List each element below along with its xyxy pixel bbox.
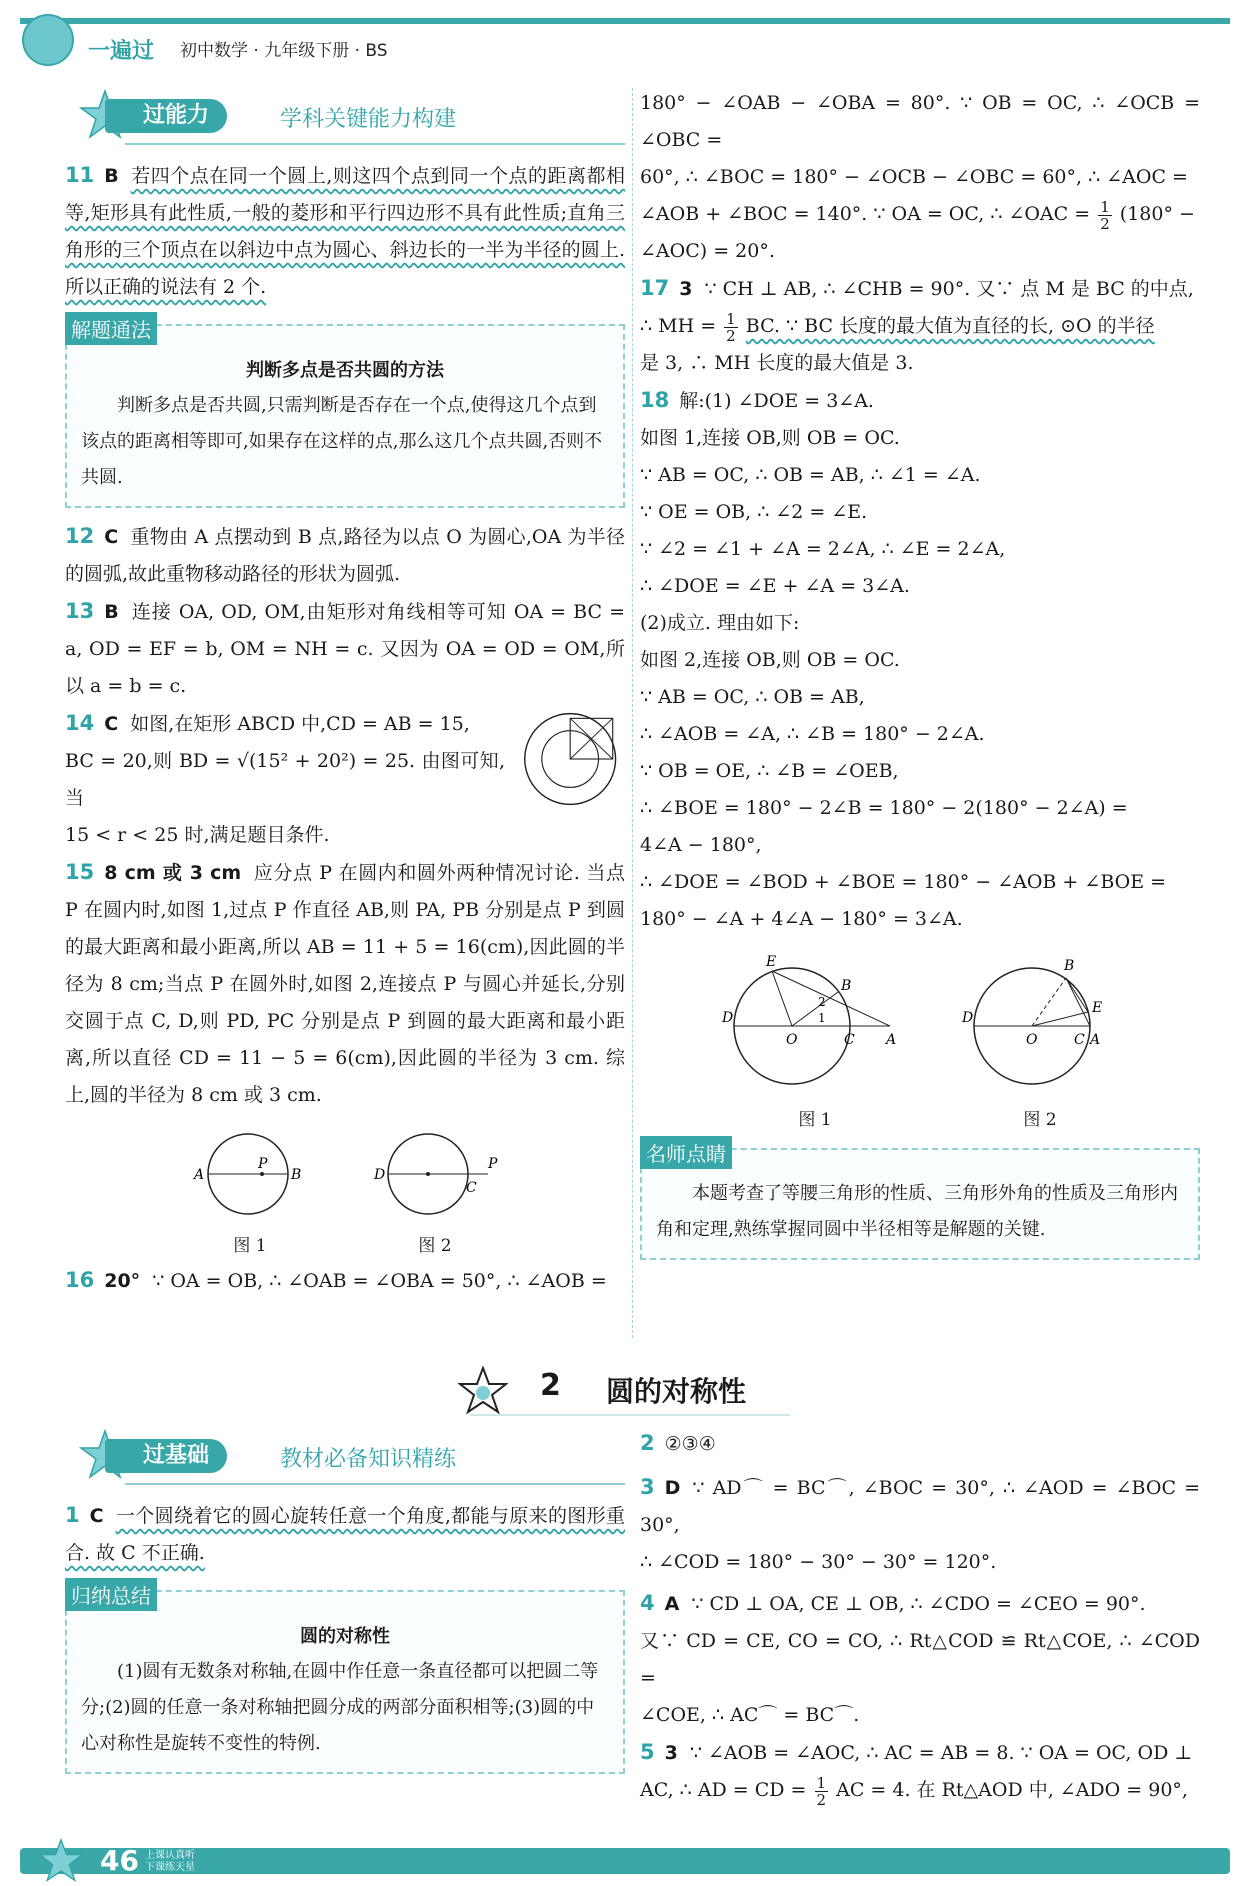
question-number: 2 bbox=[640, 1431, 655, 1455]
section-subtitle: 教材必备知识精练 bbox=[280, 1447, 457, 1472]
answer-4 bbox=[640, 1585, 1200, 1623]
solution-line: (2)成立. 理由如下: bbox=[640, 612, 800, 634]
question-number: 16 bbox=[65, 1268, 95, 1292]
answer-text: 应分点 P 在圆内和圆外两种情况讨论. 当点 P 在圆内时,如图 1,过点 P 作直径 AB,则 PA, PB 分别是点 P 到圆的最大距离和最小距离,所以 AB = 11 + 5 = 16(cm),因此圆的半径为 8 cm;当点 P 在圆外时,如图 2,连接点 P 与圆心并延长,分别交圆于点 C, D,则 PD, PC 分别是点 P 到圆的最大距离和最小距离,所以直径 CD = 11 − 5 = 6(cm),因此圆的半径为 3 cm. 综上,圆的半径为 8 cm 或 3 cm. bbox=[65, 862, 625, 1106]
page-footer bbox=[0, 1838, 1250, 1886]
question-number: 14 bbox=[65, 711, 95, 735]
fraction-half bbox=[815, 1775, 829, 1808]
box-text: 判断多点是否共圆,只需判断是否存在一个点,使得这几个点到该点的距离相等即可,如果存在这样的点,那么这几个点共圆,否则不共圆. bbox=[81, 395, 603, 488]
footer-bar bbox=[20, 1848, 1230, 1874]
answer-choice: B bbox=[104, 601, 119, 623]
answer-choice: ②③④ bbox=[664, 1433, 716, 1455]
right-column bbox=[640, 85, 1200, 1270]
box-text: (1)圆有无数条对称轴,在圆中作任意一条直径都可以把圆二等分;(2)圆的任意一条对称轴把圆分成的两部分面积相等;(3)圆的中心对称性是旋转不变性的特例. bbox=[81, 1661, 599, 1754]
answer-text: 连接 OA, OD, OM,由矩形对角线相等可知 OA = BC = a, OD = EF = b, OM = NH = c. 又因为 OA = OD = OM,所以 a = b = c. bbox=[65, 601, 625, 697]
section-subtitle: 学科关键能力构建 bbox=[280, 107, 457, 132]
method-box bbox=[65, 318, 625, 508]
star-badge-icon bbox=[458, 1366, 508, 1416]
footer-motto bbox=[145, 1850, 195, 1874]
mascot-icon bbox=[36, 1838, 86, 1884]
question-number: 4 bbox=[640, 1591, 655, 1615]
solution-line: ∴ ∠BOE = 180° − 2∠B = 180° − 2(180° − 2∠A) = bbox=[640, 797, 1128, 819]
chapter-title: 圆的对称性 bbox=[606, 1375, 747, 1408]
figure-caption: 图 1 bbox=[233, 1236, 267, 1256]
bottom-left-column bbox=[65, 1425, 625, 1784]
section-header-ability bbox=[65, 85, 625, 143]
mascot-icon bbox=[22, 14, 74, 66]
answer-choice: D bbox=[664, 1477, 681, 1499]
solution-line: 解:(1) ∠DOE = 3∠A. bbox=[679, 390, 874, 412]
answer-text: ∠AOB + ∠BOC = 140°. ∵ OA = OC, ∴ ∠OAC = bbox=[640, 203, 1091, 225]
summary-box bbox=[65, 1584, 625, 1774]
answer-text: ∵ OA = OB, ∴ ∠OAB = ∠OBA = 50°, ∴ ∠AOB = bbox=[152, 1270, 607, 1292]
answer-text: BC. ∵ BC 长度的最大值为直径的长, ⊙O 的半径 bbox=[745, 315, 1155, 337]
answer-choice: 3 bbox=[664, 1742, 678, 1764]
question-number: 11 bbox=[65, 163, 95, 187]
figure-2 bbox=[960, 950, 1120, 1130]
answer-4-line2: 又∵ CD = CE, CO = CO, ∴ Rt△COD ≌ Rt△COE, ∴ ∠COD = bbox=[640, 1630, 1200, 1689]
answer-choice: 8 cm 或 3 cm bbox=[104, 862, 242, 884]
box-title: 判断多点是否共圆的方法 bbox=[246, 360, 444, 381]
svg-text:2: 2 bbox=[818, 995, 826, 1009]
solution-line: ∵ ∠2 = ∠1 + ∠A = 2∠A, ∴ ∠E = 2∠A, bbox=[640, 538, 1006, 560]
question-number: 15 bbox=[65, 860, 95, 884]
answer-text: ∵ ∠AOB = ∠AOC, ∴ AC = AB = 8. ∵ OA = OC, OD ⊥ bbox=[689, 1742, 1193, 1764]
svg-text:O: O bbox=[786, 1032, 798, 1048]
fraction-denominator: 2 bbox=[1100, 214, 1110, 233]
circle-triangle-diagram-1 bbox=[720, 950, 910, 1100]
page-header bbox=[0, 0, 1250, 70]
answer-16 bbox=[65, 1262, 625, 1300]
answer-text: AC, ∴ AD = CD = bbox=[640, 1779, 807, 1801]
answer-15 bbox=[65, 854, 625, 1114]
box-tag: 解题通法 bbox=[65, 312, 157, 345]
answer-3-line2: ∴ ∠COD = 180° − 30° − 30° = 120°. bbox=[640, 1551, 997, 1573]
svg-text:A: A bbox=[886, 1032, 897, 1048]
answer-17-line2 bbox=[640, 308, 1200, 345]
motto-line: 下课练天星 bbox=[145, 1862, 195, 1873]
solution-line: 180° − ∠A + 4∠A − 180° = 3∠A. bbox=[640, 908, 963, 930]
answer-choice: C bbox=[104, 713, 119, 735]
answer-choice: 20° bbox=[104, 1270, 141, 1292]
answer-1 bbox=[65, 1497, 625, 1572]
svg-text:A: A bbox=[194, 1167, 205, 1183]
teacher-tip-box bbox=[640, 1142, 1200, 1260]
svg-text:B: B bbox=[1064, 958, 1075, 974]
figures-15 bbox=[65, 1126, 625, 1256]
answer-16-continued bbox=[640, 196, 1200, 233]
figure-caption: 图 1 bbox=[798, 1110, 832, 1130]
fraction-numerator: 1 bbox=[1100, 197, 1110, 216]
figure-caption: 图 2 bbox=[1023, 1110, 1057, 1130]
solution-line: ∵ OB = OE, ∴ ∠B = ∠OEB, bbox=[640, 760, 899, 782]
question-number: 1 bbox=[65, 1503, 80, 1527]
bottom-right-column bbox=[640, 1425, 1200, 1809]
box-tag: 名师点睛 bbox=[640, 1136, 732, 1169]
brand-name: 一遍过 bbox=[88, 39, 155, 64]
fraction-numerator: 1 bbox=[816, 1773, 827, 1792]
fraction-half bbox=[1098, 199, 1112, 232]
circle-triangle-diagram-2 bbox=[960, 950, 1120, 1100]
svg-text:D: D bbox=[722, 1010, 734, 1026]
answer-text: 一个圆绕着它的圆心旋转任意一个角度,都能与原来的图形重合. 故 C 不正确. bbox=[65, 1505, 625, 1564]
answer-11 bbox=[65, 157, 625, 306]
svg-text:E: E bbox=[766, 954, 777, 970]
svg-text:B: B bbox=[841, 978, 852, 994]
fraction-half: $\frac{1}{2}$ bbox=[726, 309, 736, 345]
figure-1 bbox=[190, 1126, 310, 1256]
answer-16-continued: 180° − ∠OAB − ∠OBA = 80°. ∵ OB = OC, ∴ ∠OCB = ∠OBC = bbox=[640, 92, 1200, 151]
solution-line: ∴ ∠DOE = ∠BOD + ∠BOE = 180° − ∠AOB + ∠BOE = bbox=[640, 871, 1167, 893]
rectangle-circle-diagram bbox=[521, 707, 625, 811]
solution-line: ∵ AB = OC, ∴ OB = AB, ∴ ∠1 = ∠A. bbox=[640, 464, 981, 486]
answer-text: 若四个点在同一个圆上,则这四个点到同一个点的距离都相等,矩形具有此性质,一般的菱形和平行四边形不具有此性质;直角三角形的三个顶点在以斜边中点为圆心、斜边长的一半为半径的圆上. 所以正确的说法有 2 个. bbox=[65, 165, 625, 298]
circle-point-inside-diagram bbox=[190, 1126, 310, 1226]
answer-text: AC = 4. 在 Rt△AOD 中, ∠ADO = 90°, bbox=[836, 1779, 1188, 1801]
answer-5 bbox=[640, 1734, 1200, 1772]
section-title: 过能力 bbox=[105, 99, 227, 133]
figure-caption: 图 2 bbox=[418, 1236, 452, 1256]
solution-line: ∵ AB = OC, ∴ OB = AB, bbox=[640, 686, 865, 708]
answer-12 bbox=[65, 518, 625, 593]
svg-text:E: E bbox=[1092, 1000, 1103, 1016]
svg-text:A: A bbox=[1090, 1032, 1101, 1048]
answer-17-line3: 是 3, ∴ MH 长度的最大值是 3. bbox=[640, 352, 914, 374]
section-title: 过基础 bbox=[105, 1439, 227, 1473]
svg-text:D: D bbox=[962, 1010, 974, 1026]
answer-choice: B bbox=[104, 165, 119, 187]
svg-text:C: C bbox=[466, 1180, 477, 1196]
answer-14 bbox=[65, 705, 625, 854]
answer-text: ∵ CD ⊥ OA, CE ⊥ OB, ∴ ∠CDO = ∠CEO = 90°. bbox=[691, 1593, 1146, 1615]
solution-line: ∵ OE = OB, ∴ ∠2 = ∠E. bbox=[640, 501, 868, 523]
question-number: 17 bbox=[640, 276, 670, 300]
answer-text: 如图,在矩形 ABCD 中,CD = AB = 15, bbox=[130, 713, 470, 735]
solution-line: 如图 1,连接 OB,则 OB = OC. bbox=[640, 427, 900, 449]
left-column bbox=[65, 85, 625, 1300]
answer-text: 15 < r < 25 时,满足题目条件. bbox=[65, 824, 330, 846]
answer-choice: A bbox=[664, 1593, 680, 1615]
svg-text:D: D bbox=[374, 1167, 386, 1183]
section-rule bbox=[125, 143, 625, 145]
solution-line: ∴ ∠DOE = ∠E + ∠A = 3∠A. bbox=[640, 575, 910, 597]
answer-choice: C bbox=[104, 526, 119, 548]
answer-choice: 3 bbox=[679, 278, 693, 300]
question-number: 13 bbox=[65, 599, 95, 623]
chapter-heading bbox=[0, 1362, 1250, 1422]
answer-16-continued: 60°, ∴ ∠BOC = 180° − ∠OCB − ∠OBC = 60°, ∴ ∠AOC = bbox=[640, 166, 1188, 188]
answer-16-continued: ∠AOC) = 20°. bbox=[640, 240, 775, 262]
answer-5-line2 bbox=[640, 1772, 1200, 1809]
section-rule bbox=[125, 1483, 625, 1485]
chapter-rule bbox=[470, 1414, 790, 1416]
svg-text:P: P bbox=[258, 1156, 268, 1172]
figures-18 bbox=[640, 950, 1200, 1130]
answer-text: (180° − bbox=[1119, 203, 1195, 225]
fraction-denominator: 2 bbox=[816, 1790, 827, 1809]
answer-13 bbox=[65, 593, 625, 705]
answer-text: ∴ MH = bbox=[640, 315, 717, 337]
answer-text: ∵ AD⌒ = BC⌒, ∠BOC = 30°, ∴ ∠AOD = ∠BOC = 30°, bbox=[640, 1477, 1200, 1536]
page-number: 46 bbox=[100, 1844, 139, 1877]
figure-2 bbox=[370, 1126, 500, 1256]
question-number: 5 bbox=[640, 1740, 655, 1764]
answer-3 bbox=[640, 1469, 1200, 1544]
svg-text:O: O bbox=[1026, 1032, 1038, 1048]
svg-text:P: P bbox=[488, 1156, 498, 1172]
answer-text: ∵ CH ⊥ AB, ∴ ∠CHB = 90°. 又∵ 点 M 是 BC 的中点, bbox=[704, 278, 1194, 300]
question-number: 12 bbox=[65, 524, 95, 548]
chapter-number: 2 bbox=[540, 1368, 561, 1403]
figure-1 bbox=[720, 950, 910, 1130]
box-tag: 归纳总结 bbox=[65, 1578, 157, 1611]
svg-text:C: C bbox=[844, 1032, 855, 1048]
column-divider bbox=[632, 88, 633, 1338]
svg-text:C: C bbox=[1074, 1032, 1085, 1048]
answer-choice: C bbox=[89, 1505, 104, 1527]
answer-text: 重物由 A 点摆动到 B 点,路径为以点 O 为圆心,OA 为半径的圆弧,故此重物移动路径的形状为圆弧. bbox=[65, 526, 625, 585]
box-title: 圆的对称性 bbox=[300, 1626, 390, 1647]
section-header-basics bbox=[65, 1425, 625, 1483]
svg-text:1: 1 bbox=[818, 1011, 826, 1025]
solution-line: 如图 2,连接 OB,则 OB = OC. bbox=[640, 649, 900, 671]
svg-text:B: B bbox=[291, 1167, 302, 1183]
subject-label: 初中数学 · 九年级下册 · BS bbox=[180, 41, 388, 61]
answer-18 bbox=[640, 382, 1200, 938]
question-number: 3 bbox=[640, 1475, 655, 1499]
answer-text: BC = 20,则 BD = √(15² + 20²) = 25. 由图可知,当 bbox=[65, 750, 505, 809]
answer-2 bbox=[640, 1425, 1200, 1463]
solution-line: ∴ ∠AOB = ∠A, ∴ ∠B = 180° − 2∠A. bbox=[640, 723, 985, 745]
answer-4-line3: ∠COE, ∴ AC⌒ = BC⌒. bbox=[640, 1704, 860, 1726]
box-text: 本题考查了等腰三角形的性质、三角形外角的性质及三角形内角和定理,熟练掌握同圆中半径相等是解题的关键. bbox=[656, 1183, 1178, 1240]
header-strip bbox=[20, 18, 1230, 24]
motto-line: 上课认真听 bbox=[145, 1850, 195, 1861]
circle-point-outside-diagram bbox=[370, 1126, 500, 1226]
answer-17 bbox=[640, 270, 1200, 308]
solution-line: 4∠A − 180°, bbox=[640, 834, 762, 856]
question-number: 18 bbox=[640, 388, 670, 412]
